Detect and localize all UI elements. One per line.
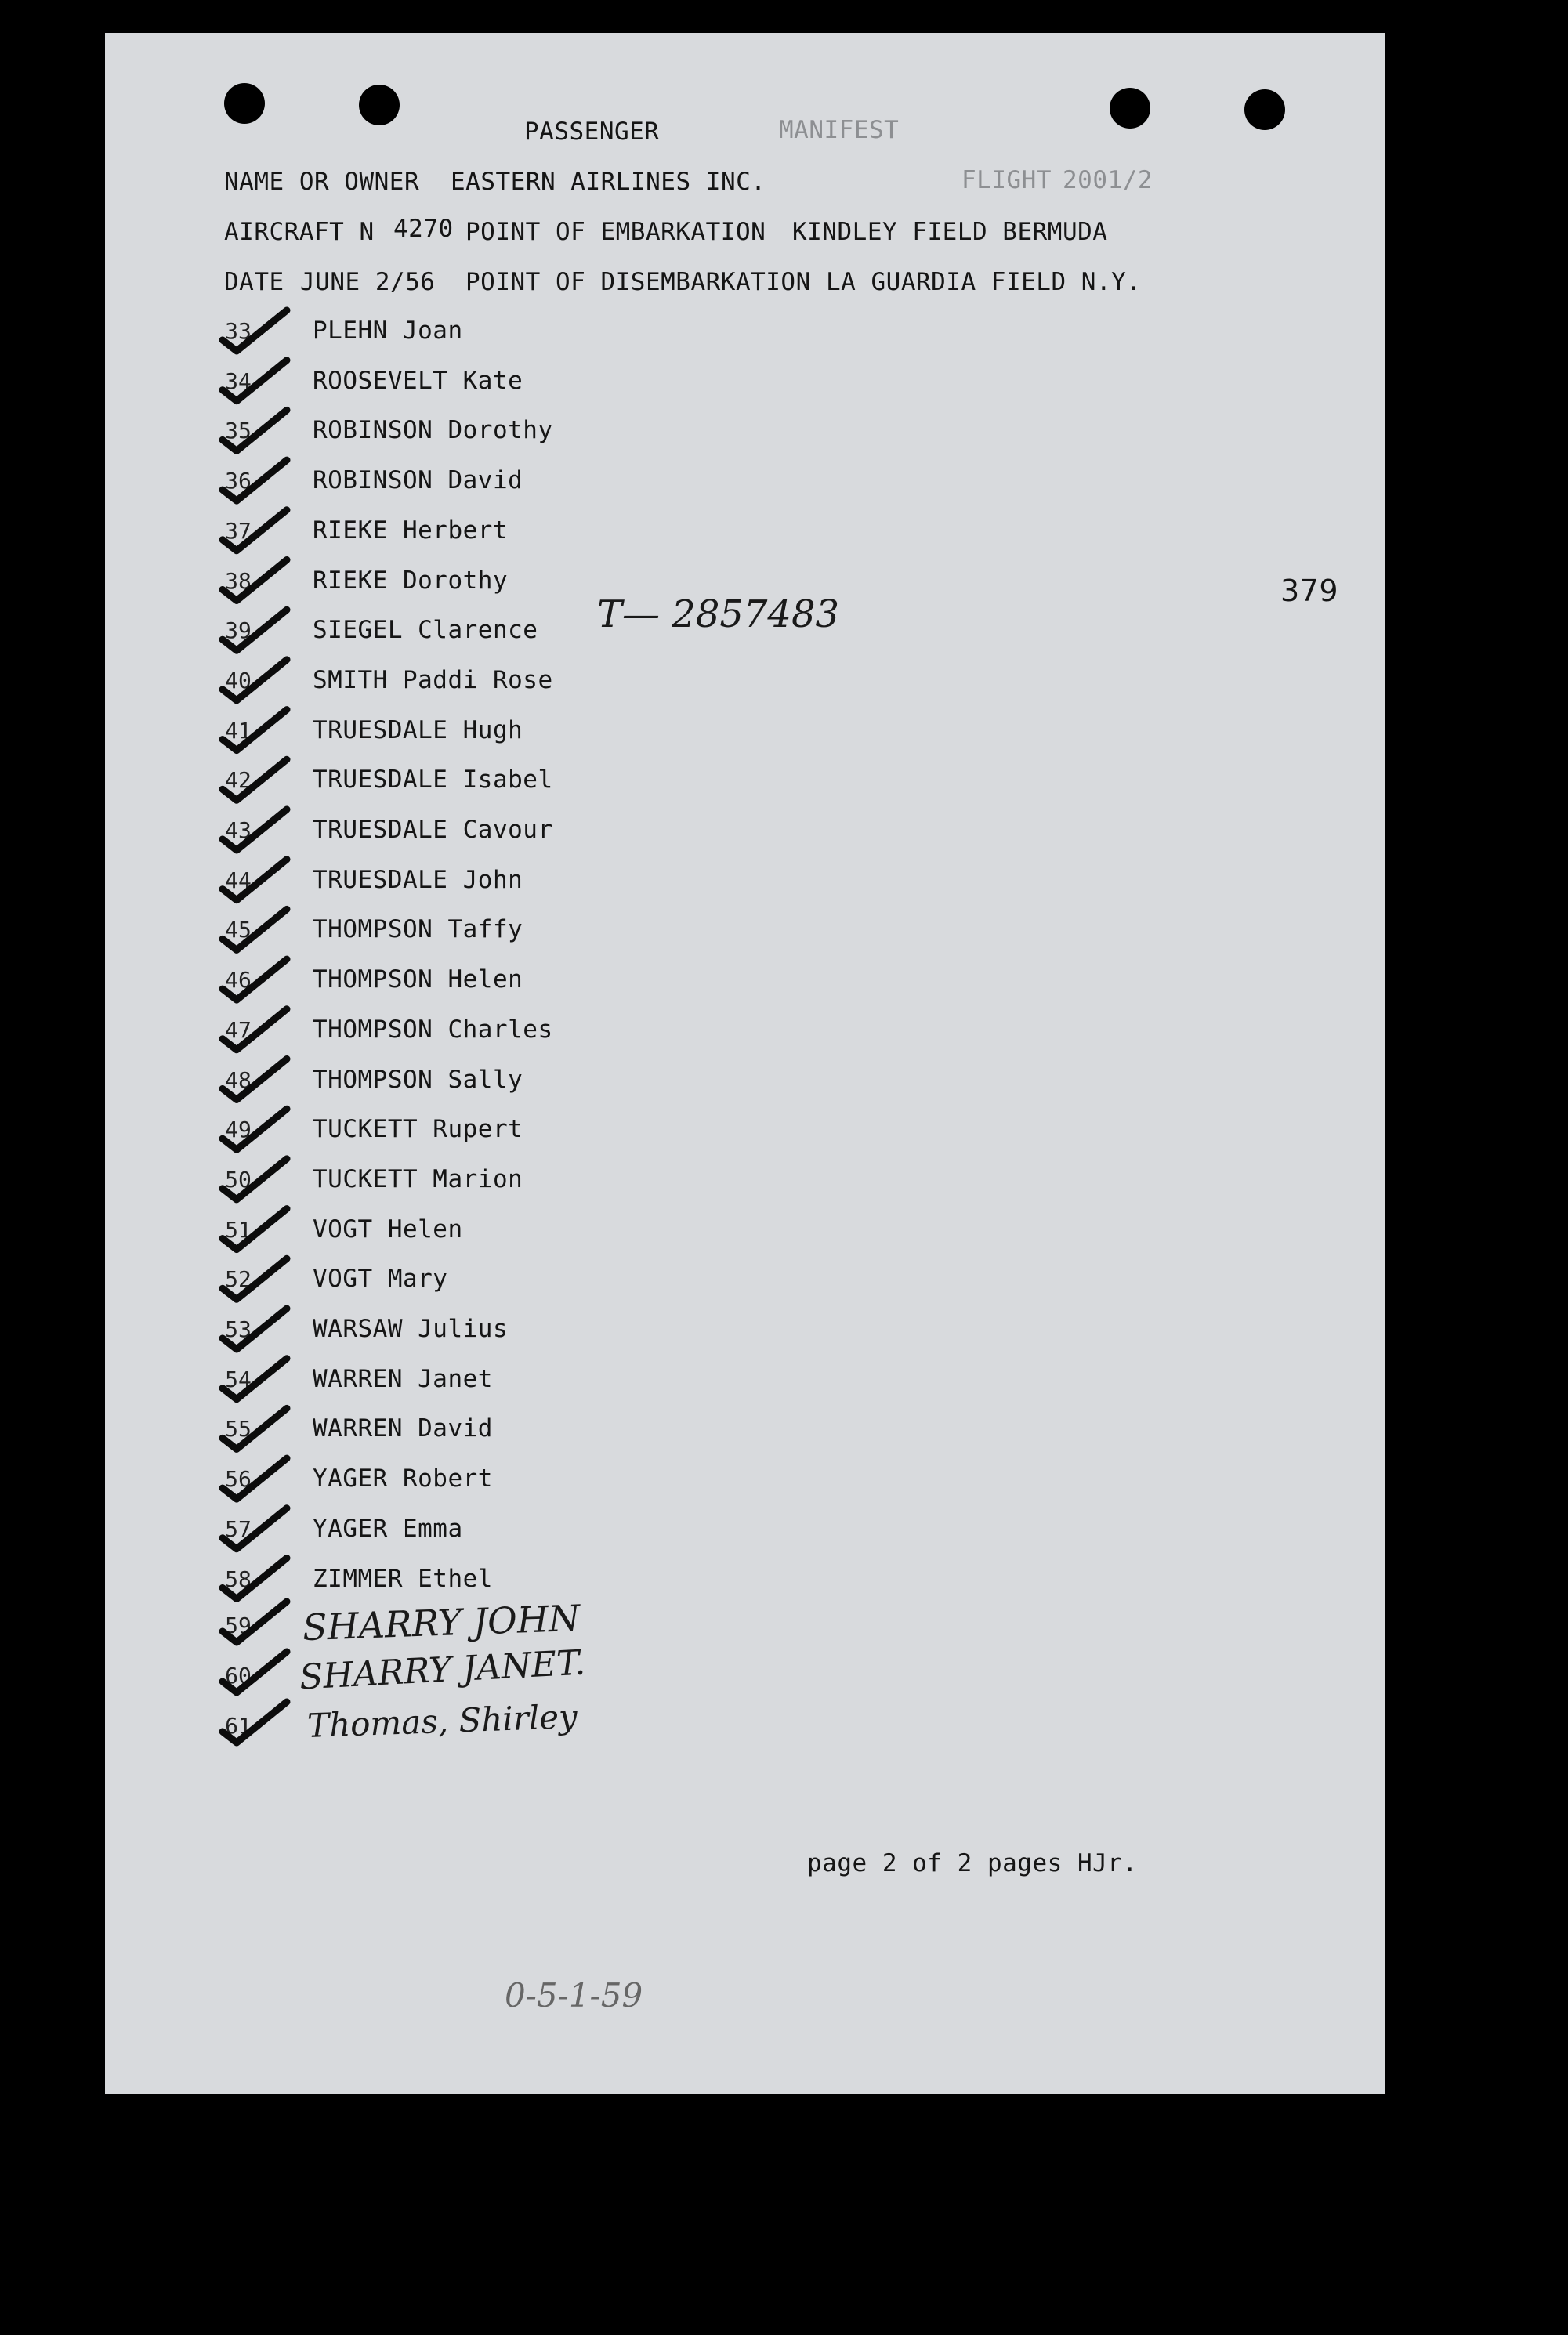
passenger-number: 47 bbox=[225, 1016, 252, 1043]
passenger-number: 37 bbox=[225, 517, 252, 544]
passenger-name: RIEKE Dorothy bbox=[313, 566, 509, 595]
owner-label: NAME OR OWNER bbox=[224, 168, 420, 196]
passenger-name: WARREN Janet bbox=[313, 1364, 493, 1393]
passenger-name: TRUESDALE Isabel bbox=[313, 766, 553, 795]
disembarkation-label: POINT OF DISEMBARKATION bbox=[465, 268, 811, 296]
bottom-note: 0-5-1-59 bbox=[505, 1976, 643, 2015]
passenger-number: 39 bbox=[225, 617, 252, 644]
passenger-number: 60 bbox=[225, 1663, 252, 1689]
passenger-number: 45 bbox=[225, 917, 252, 943]
page-footer: page 2 of 2 pages HJr. bbox=[807, 1849, 1138, 1877]
passenger-name: SIEGEL Clarence bbox=[313, 616, 538, 645]
passenger-number: 56 bbox=[225, 1466, 252, 1493]
passenger-name: ROBINSON David bbox=[313, 466, 523, 495]
passenger-name: WARREN David bbox=[313, 1414, 493, 1443]
date-label: DATE bbox=[224, 268, 284, 296]
passenger-number: 58 bbox=[225, 1566, 252, 1592]
passenger-number: 36 bbox=[225, 468, 252, 494]
passenger-name: TRUESDALE Cavour bbox=[313, 816, 553, 844]
owner-value: EASTERN AIRLINES INC. bbox=[451, 168, 766, 196]
passenger-name: VOGT Helen bbox=[313, 1215, 463, 1244]
passenger-name: TUCKETT Rupert bbox=[313, 1115, 523, 1144]
punch-hole bbox=[1244, 89, 1285, 130]
passenger-number: 54 bbox=[225, 1366, 252, 1392]
handwritten-note: T— 2857483 bbox=[597, 592, 840, 636]
passenger-number: 41 bbox=[225, 717, 252, 744]
passenger-name: ZIMMER Ethel bbox=[313, 1564, 493, 1593]
punch-hole bbox=[359, 85, 400, 125]
disembarkation-value: LA GUARDIA FIELD N.Y. bbox=[826, 268, 1142, 296]
passenger-name: RIEKE Herbert bbox=[313, 516, 509, 545]
embarkation-label: POINT OF EMBARKATION bbox=[465, 218, 766, 246]
flight-label: FLIGHT bbox=[961, 166, 1052, 194]
passenger-number: 35 bbox=[225, 418, 252, 444]
passenger-number: 38 bbox=[225, 567, 252, 594]
handwritten-passenger: SHARRY JOHN bbox=[302, 1596, 581, 1649]
handwritten-passenger: SHARRY JANET. bbox=[298, 1642, 587, 1698]
embarkation-value: KINDLEY FIELD BERMUDA bbox=[792, 218, 1108, 246]
title-passenger: PASSENGER bbox=[524, 118, 660, 146]
passenger-name: ROBINSON Dorothy bbox=[313, 416, 553, 445]
passenger-number: 61 bbox=[225, 1713, 252, 1739]
passenger-name: THOMPSON Sally bbox=[313, 1065, 523, 1094]
passenger-name: TRUESDALE Hugh bbox=[313, 715, 523, 744]
passenger-number: 59 bbox=[225, 1613, 252, 1638]
passenger-number: 40 bbox=[225, 667, 252, 693]
punch-hole bbox=[1110, 88, 1150, 129]
date-value: JUNE 2/56 bbox=[300, 268, 436, 296]
passenger-name: THOMPSON Charles bbox=[313, 1015, 553, 1044]
passenger-number: 55 bbox=[225, 1416, 252, 1443]
passenger-number: 51 bbox=[225, 1216, 252, 1243]
passenger-number: 34 bbox=[225, 367, 252, 394]
passenger-number: 43 bbox=[225, 817, 252, 843]
aircraft-number: 4270 bbox=[393, 215, 454, 243]
passenger-number: 44 bbox=[225, 867, 252, 893]
passenger-number: 57 bbox=[225, 1515, 252, 1542]
title-manifest: MANIFEST bbox=[779, 116, 900, 144]
passenger-name: YAGER Emma bbox=[313, 1514, 463, 1543]
passenger-name: ROOSEVELT Kate bbox=[313, 366, 523, 395]
passenger-number: 52 bbox=[225, 1266, 252, 1293]
passenger-number: 49 bbox=[225, 1117, 252, 1143]
passenger-name: TRUESDALE John bbox=[313, 865, 523, 894]
passenger-number: 42 bbox=[225, 767, 252, 794]
manifest-page bbox=[105, 33, 1385, 2094]
passenger-name: TUCKETT Marion bbox=[313, 1164, 523, 1193]
passenger-name: VOGT Mary bbox=[313, 1265, 448, 1294]
page-stamp: 379 bbox=[1280, 574, 1339, 608]
passenger-name: YAGER Robert bbox=[313, 1464, 493, 1493]
passenger-number: 46 bbox=[225, 967, 252, 994]
passenger-number: 50 bbox=[225, 1166, 252, 1193]
passenger-number: 33 bbox=[225, 318, 252, 344]
passenger-name: SMITH Paddi Rose bbox=[313, 665, 553, 694]
passenger-number: 53 bbox=[225, 1316, 252, 1342]
check-marks bbox=[105, 33, 1385, 2094]
punch-hole bbox=[224, 83, 265, 124]
passenger-name: THOMPSON Taffy bbox=[313, 915, 523, 944]
passenger-name: WARSAW Julius bbox=[313, 1315, 509, 1343]
handwritten-passenger: Thomas, Shirley bbox=[306, 1696, 578, 1746]
passenger-name: THOMPSON Helen bbox=[313, 965, 523, 994]
aircraft-label: AIRCRAFT N bbox=[224, 218, 375, 246]
passenger-name: PLEHN Joan bbox=[313, 317, 463, 345]
flight-number: 2001/2 bbox=[1063, 166, 1153, 194]
passenger-number: 48 bbox=[225, 1066, 252, 1093]
